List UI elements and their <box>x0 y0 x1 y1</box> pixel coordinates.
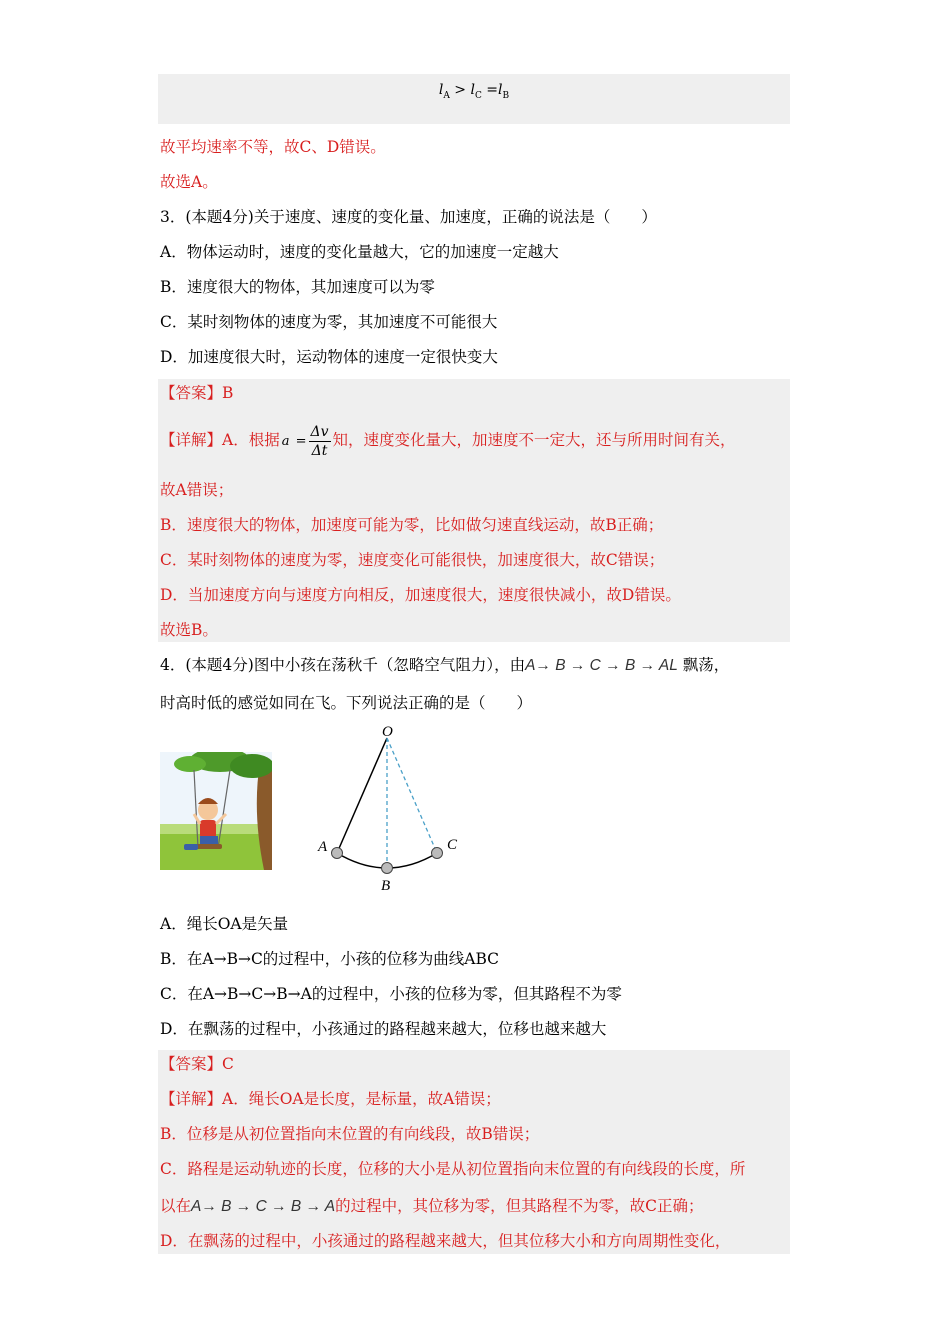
q4-option-c: C．在A→B→C→B→A的过程中，小孩的位移为零，但其路程不为零 <box>160 985 622 1003</box>
q4-detail-c-cont: 以在A→ B → C → B → A的过程中，其位移为零，但其路程不为零，故C正确； <box>160 1197 704 1215</box>
dashed-line-oc <box>387 738 437 853</box>
formula-block <box>158 74 790 124</box>
q3-option-b: B．速度很大的物体，其加速度可以为零 <box>160 278 435 296</box>
q4-answer: 【答案】C <box>160 1055 234 1073</box>
label-b: B <box>381 878 391 894</box>
child-on-swing-illustration <box>160 752 272 870</box>
length-relation-formula: $l_A > l_C =l_B$ <box>438 82 510 101</box>
q4-answer-panel <box>158 1050 790 1254</box>
q3-detail-c: C．某时刻物体的速度为零，速度变化可能很快，加速度很大，故C错误； <box>160 551 665 569</box>
q3-option-c: C．某时刻物体的速度为零，其加速度不可能很大 <box>160 313 498 331</box>
q3-answer: 【答案】B <box>160 384 234 402</box>
point-a-ball <box>332 848 343 859</box>
q4-path-expression: A→ B → C → B → AL <box>525 657 678 674</box>
q4-stem: 4．(本题4分)图中小孩在荡秋千（忽略空气阻力），由A→ B → C → B → AL 飘荡， <box>160 656 730 674</box>
q4-option-d: D．在飘荡的过程中，小孩通过的路程越来越大，位移也越来越大 <box>160 1020 607 1038</box>
q3-conclusion: 故选B。 <box>160 621 218 639</box>
delta-v-over-delta-t: $\frac{\Delta v}{\Delta t}$ <box>310 423 329 459</box>
q3-detail-b: B．速度很大的物体，加速度可能为零，比如做匀速直线运动，故B正确； <box>160 516 664 534</box>
q3-option-a: A．物体运动时，速度的变化量越大，它的加速度一定越大 <box>160 243 559 261</box>
point-c-ball <box>432 848 443 859</box>
q2-explanation-line: 故平均速率不等，故C、D错误。 <box>160 138 386 156</box>
q3-detail-a: 【详解】A．根据 a = $\frac{\Delta v}{\Delta t}$ 知，速度变化量大，加速度不一定大，还与所用时间有关， <box>160 423 736 459</box>
q4-option-b: B．在A→B→C的过程中，小孩的位移为曲线ABC <box>160 950 500 968</box>
q4-detail-a: 【详解】A．绳长OA是长度，是标量，故A错误； <box>160 1090 501 1108</box>
label-o: O <box>382 724 393 740</box>
point-b-ball <box>382 863 393 874</box>
q4-detail-path-expression: A→ B → C → B → A <box>191 1198 336 1215</box>
q4-stem-line2: 时高时低的感觉如同在飞。下列说法正确的是（ ） <box>160 694 533 712</box>
label-a: A <box>318 839 328 855</box>
label-c: C <box>447 837 458 853</box>
q4-option-a: A．绳长OA是矢量 <box>160 915 289 933</box>
pendulum-diagram <box>300 720 480 900</box>
q3-stem: 3．(本题4分)关于速度、速度的变化量、加速度，正确的说法是（ ） <box>160 208 657 226</box>
rope-oa <box>337 738 387 853</box>
q4-detail-d: D．在飘荡的过程中，小孩通过的路程越来越大，但其位移大小和方向周期性变化， <box>160 1232 731 1250</box>
q3-option-d: D．加速度很大时，运动物体的速度一定很快变大 <box>160 348 498 366</box>
q2-conclusion: 故选A。 <box>160 173 218 191</box>
q4-detail-b: B．位移是从初位置指向末位置的有向线段，故B错误； <box>160 1125 540 1143</box>
q3-detail-d: D．当加速度方向与速度方向相反，加速度很大，速度很快减小，故D错误。 <box>160 586 681 604</box>
q4-detail-c: C．路程是运动轨迹的长度，位移的大小是从初位置指向末位置的有向线段的长度，所 <box>160 1160 746 1178</box>
q3-detail-a-cont: 故A错误； <box>160 481 234 499</box>
